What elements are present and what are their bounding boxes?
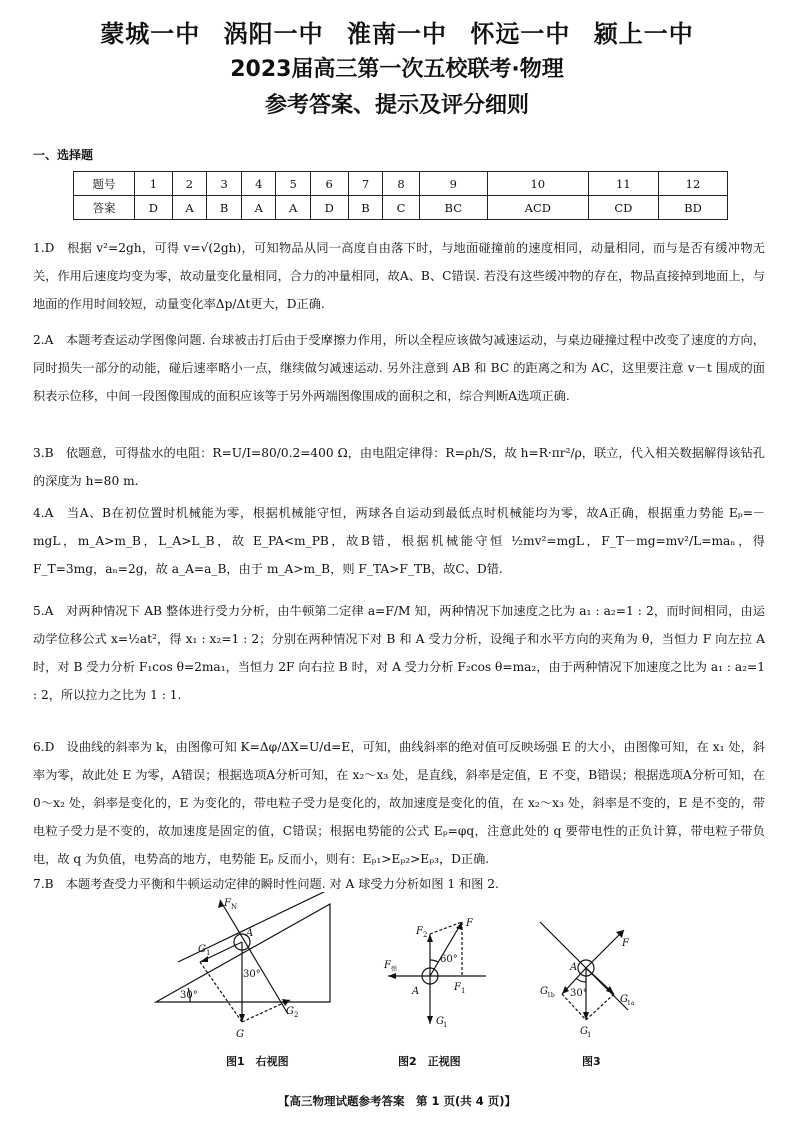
question-number-cell: 7 <box>348 172 383 196</box>
solution-item-3: 3.B 依题意，可得盐水的电阻：R=U/I=80/0.2=400 Ω，由电阻定律得：R=ρh/S，故 h=R·πr²/ρ，联立，代入相关数据解得该钻孔的深度为 h=80 m. <box>33 446 765 488</box>
page-footer: 【高三物理试题参考答案 第 1 页(共 4 页)】 <box>277 1094 517 1108</box>
answer-cell: A <box>276 196 310 220</box>
label-g: G <box>236 1029 244 1040</box>
f-arrow <box>430 922 462 976</box>
question-number-cell: 9 <box>419 172 487 196</box>
answer-cell: C <box>383 196 419 220</box>
angle-arc <box>430 960 438 962</box>
label-f2-sub: 2 <box>423 931 428 939</box>
answer-cell: A <box>172 196 206 220</box>
label-f-elastic: F <box>384 960 391 971</box>
answer-cell: D <box>135 196 173 220</box>
label-fn-sub: N <box>231 903 238 911</box>
answer-cell: B <box>348 196 383 220</box>
arrow-head <box>427 1016 433 1024</box>
label-f-elastic-sub: 弹 <box>391 966 398 973</box>
label-g1b: G <box>540 986 548 997</box>
answer-cell: D <box>310 196 348 220</box>
label-g1: G <box>436 1016 444 1027</box>
solution-item-4: 4.A 当A、B在初位置时机械能为零，根据机械能守恒，两球各自运动到最低点时机械能均为零，故A正确，根据重力势能 Eₚ=－mgL，m_A>m_B，L_A>L_B，故 E_PA<m_PB，故B错，根据机械能守恒 ½mv²=mgL，F_T－mg=mv²/L=maₙ，得 F_T=3mg，aₙ=2g，故 a_A=a_B，由于 m_A>m_B，则 F_TA>F_TB，故C、D错. <box>33 506 765 576</box>
answer-cell: A <box>242 196 276 220</box>
solution-item-1: 1.D 根据 v²=2gh，可得 v=√(2gh)，可知物品从同一高度自由落下时，与地面碰撞前的速度相同，动量相同，而与是否有缓冲物无关，作用后速度均变为零，故动量变化量相同，合力的冲量相同，故A、B、C错误. 若没有这些缓冲物的存在，物品直接掉到地面上，与地面的作用时间较短，动量变化率Δp/Δt更大，D正确. <box>33 241 765 311</box>
figure-1-side-view <box>150 892 370 1042</box>
label-a: A <box>570 962 578 973</box>
label-a: A <box>412 986 420 997</box>
angle-arc <box>576 978 586 982</box>
figure-1-caption: 图1 右视图 <box>226 1055 289 1068</box>
figure-3 <box>528 912 648 1037</box>
arrow-head <box>427 934 433 942</box>
answer-table-number-row <box>74 172 728 196</box>
label-g1-sub: 1 <box>206 949 211 957</box>
question-number-cell: 3 <box>207 172 242 196</box>
arrow-head <box>388 973 396 979</box>
table-header-cell: 答案 <box>74 196 135 220</box>
label-g1a: G <box>620 994 628 1005</box>
label-f2: F <box>416 926 423 937</box>
label-angle: 30° <box>570 988 588 999</box>
answer-cell: ACD <box>487 196 588 220</box>
label-angle: 60° <box>440 954 458 965</box>
question-number-cell: 12 <box>659 172 728 196</box>
label-fn: F <box>224 898 231 909</box>
figure-3-caption: 图3 <box>582 1055 601 1068</box>
section-heading: 一、选择题 <box>33 148 94 162</box>
answer-table-answer-row <box>74 196 728 220</box>
dashed-component <box>242 1000 290 1022</box>
solution-item-6: 6.D 设曲线的斜率为 k，由图像可知 K=Δφ/ΔX=U/d=E，可知，曲线斜率的绝对值可反映场强 E 的大小，由图像可知，在 x₁ 处，斜率为零，故此处 E 为零，A错误；根据选项A分析可知，在 x₂～x₃ 处，是直线，斜率是定值，E 不变，B错误；根据选项A分析可知，在 0～x₂ 处，斜率是变化的，E 为变化的，带电粒子受力是变化的，故加速度是变化的值，在 x₂～x₃ 处，斜率是不变的，E 是不变的，带电粒子受力是不变的，故加速度是固定的值，C错误；根据电势能的公式 Eₚ=φq，注意此处的 q 要带电性的正负计算，带电粒子带负电，故 q 为负值，电势高的地方，电势能 Eₚ 反而小，则有：Eₚ₁>Eₚ₂>Eₚ₃，D正确. <box>33 740 765 866</box>
table-header-cell: 题号 <box>74 172 135 196</box>
normal-force-line <box>220 900 288 1014</box>
label-g2: G <box>286 1006 294 1017</box>
answer-cell: B <box>207 196 242 220</box>
question-number-cell: 8 <box>383 172 419 196</box>
question-number-cell: 4 <box>242 172 276 196</box>
solution-item-5: 5.A 对两种情况下 AB 整体进行受力分析，由牛顿第二定律 a=F/M 知，两种情况下加速度之比为 a₁ : a₂=1 : 2，而时间相同，由运动学位移公式 x=½at²，得 x₁ : x₂=1 : 2；分别在两种情况下对 B 和 A 受力分析，设绳子和水平方向的夹角为 θ，当恒力 F 向左拉 A 时，对 B 受力分析 F₁cos θ=2ma₁，当恒力 2F 向右拉 B 时，对 A 受力分析 F₂cos θ=ma₂，由于两种情况下加速度之比为 a₁ : a₂=1 : 2，所以拉力之比为 1 : 1. <box>33 604 765 702</box>
answer-cell: BD <box>659 196 728 220</box>
exam-title: 2023届高三第一次五校联考·物理 <box>230 57 564 82</box>
solution-item-2: 2.A 本题考查运动学图像问题. 台球被击打后由于受摩擦力作用，所以全程应该做匀减速运动，与桌边碰撞过程中改变了速度的方向，同时损失一部分的动能，碰后速率略小一点，继续做匀减速运动. 另外注意到 AB 和 BC 的距离之和为 AC，这里要注意 v－t 围成的面积表示位移，中间一段图像围成的面积应该等于另外两端图像围成的面积之和，综合判断A选项正确. <box>33 333 765 403</box>
dashed-component <box>586 994 614 1020</box>
label-f1-sub: 1 <box>461 987 466 995</box>
exam-subtitle: 参考答案、提示及评分细则 <box>264 93 529 118</box>
dashed-component <box>200 962 242 1022</box>
f-arrow <box>586 930 624 968</box>
question-number-cell: 1 <box>135 172 173 196</box>
question-number-cell: 6 <box>310 172 348 196</box>
answer-cell: CD <box>588 196 658 220</box>
label-f: F <box>466 918 473 929</box>
school-names: 蒙城一中 涡阳一中 淮南一中 怀远一中 颍上一中 <box>100 20 694 48</box>
label-g1: G <box>580 1026 588 1037</box>
label-angle-2: 30° <box>243 969 261 980</box>
label-g2-sub: 2 <box>294 1011 299 1019</box>
label-a: A <box>246 928 254 939</box>
label-f1: F <box>454 982 461 993</box>
label-angle-1: 30° <box>180 990 198 1001</box>
solution-item-7: 7.B 本题考查受力平衡和牛顿运动定律的瞬时性问题. 对 A 球受力分析如图 1 和图 2. <box>33 877 499 891</box>
question-number-cell: 11 <box>588 172 658 196</box>
label-g1a-sub: 1a <box>627 1000 635 1007</box>
question-number-cell: 10 <box>487 172 588 196</box>
label-f: F <box>622 938 629 949</box>
label-g1-sub: 1 <box>443 1021 448 1029</box>
question-number-cell: 2 <box>172 172 206 196</box>
answer-table <box>73 171 728 220</box>
figure-2-front-view <box>378 912 498 1037</box>
answer-cell: BC <box>419 196 487 220</box>
question-number-cell: 5 <box>276 172 310 196</box>
incline-triangle <box>156 904 330 1002</box>
figure-2-caption: 图2 正视图 <box>398 1055 461 1068</box>
label-g1b-sub: 1b <box>547 992 555 999</box>
label-g1-sub: 1 <box>587 1031 592 1037</box>
label-g1: G <box>198 944 206 955</box>
